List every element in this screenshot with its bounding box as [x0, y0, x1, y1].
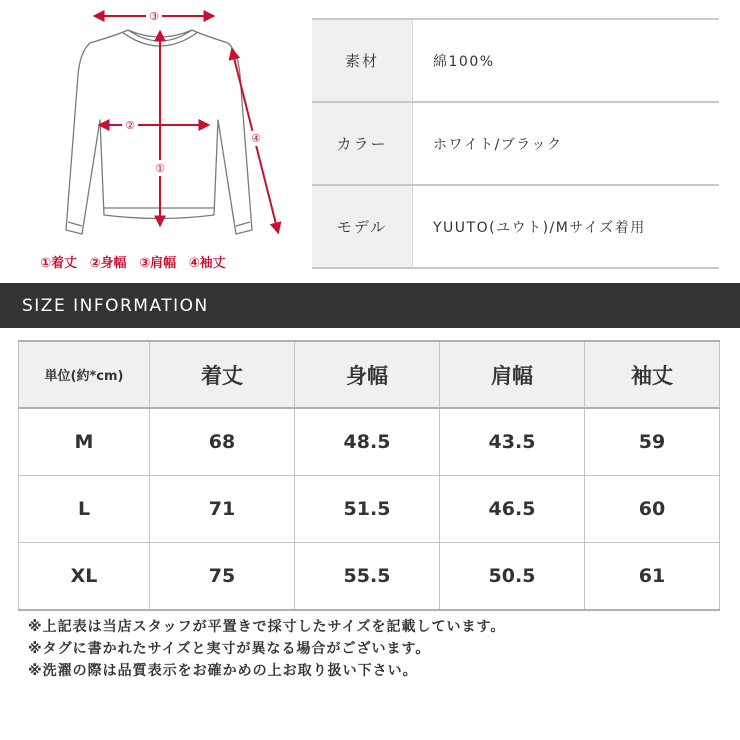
- spec-value: ホワイト/ブラック: [433, 136, 563, 153]
- measurement-legend: [40, 252, 280, 272]
- size-table: [18, 340, 720, 611]
- table-cell: 48.5: [295, 408, 440, 476]
- size-cell: L: [19, 476, 150, 543]
- section-title-bar: [0, 283, 740, 328]
- marker-3: ③: [149, 10, 159, 23]
- table-row: [19, 543, 720, 611]
- header-length: 着丈: [150, 341, 295, 408]
- size-cell: XL: [19, 543, 150, 611]
- header-body-width: 身幅: [295, 341, 440, 408]
- legend-item-length: ①着丈: [40, 256, 78, 271]
- spec-row-model: [312, 186, 719, 269]
- table-cell: 50.5: [440, 543, 585, 611]
- legend-item-body-width: ②身幅: [89, 256, 127, 271]
- table-cell: 75: [150, 543, 295, 611]
- table-cell: 51.5: [295, 476, 440, 543]
- sweatshirt-icon: [0, 0, 300, 250]
- header-sleeve-length: 袖丈: [585, 341, 720, 408]
- table-row: [19, 476, 720, 543]
- note-line: ※上記表は当店スタッフが平置きで採寸したサイズを記載しています。: [28, 619, 506, 635]
- spec-table: [312, 18, 719, 269]
- spec-label: カラー: [312, 103, 413, 184]
- spec-value: YUUTO(ユウト)/Mサイズ着用: [433, 219, 646, 236]
- header-unit: 単位(約*cm): [19, 341, 150, 408]
- size-diagram: [0, 0, 300, 280]
- spec-value: 綿100%: [433, 53, 495, 70]
- table-cell: 43.5: [440, 408, 585, 476]
- header-shoulder-width: 肩幅: [440, 341, 585, 408]
- notes: [28, 616, 728, 682]
- legend-item-sleeve-length: ④袖丈: [188, 256, 226, 271]
- table-cell: 55.5: [295, 543, 440, 611]
- marker-2: ②: [125, 119, 135, 132]
- spec-row-color: [312, 103, 719, 186]
- note-line: ※タグに書かれたサイズと実寸が異なる場合がございます。: [28, 641, 431, 657]
- spec-label: モデル: [312, 186, 413, 267]
- table-row: [19, 408, 720, 476]
- size-table-header-row: [19, 341, 720, 408]
- size-cell: M: [19, 408, 150, 476]
- section-title: SIZE INFORMATION: [22, 295, 209, 316]
- marker-4: ④: [251, 132, 261, 145]
- legend-item-shoulder-width: ③肩幅: [139, 256, 177, 271]
- spec-label: 素材: [312, 20, 413, 101]
- table-cell: 71: [150, 476, 295, 543]
- table-cell: 61: [585, 543, 720, 611]
- table-cell: 60: [585, 476, 720, 543]
- table-cell: 46.5: [440, 476, 585, 543]
- spec-row-material: [312, 20, 719, 103]
- note-line: ※洗濯の際は品質表示をお確かめの上お取り扱い下さい。: [28, 663, 418, 679]
- table-cell: 59: [585, 408, 720, 476]
- marker-1: ①: [155, 162, 165, 175]
- table-cell: 68: [150, 408, 295, 476]
